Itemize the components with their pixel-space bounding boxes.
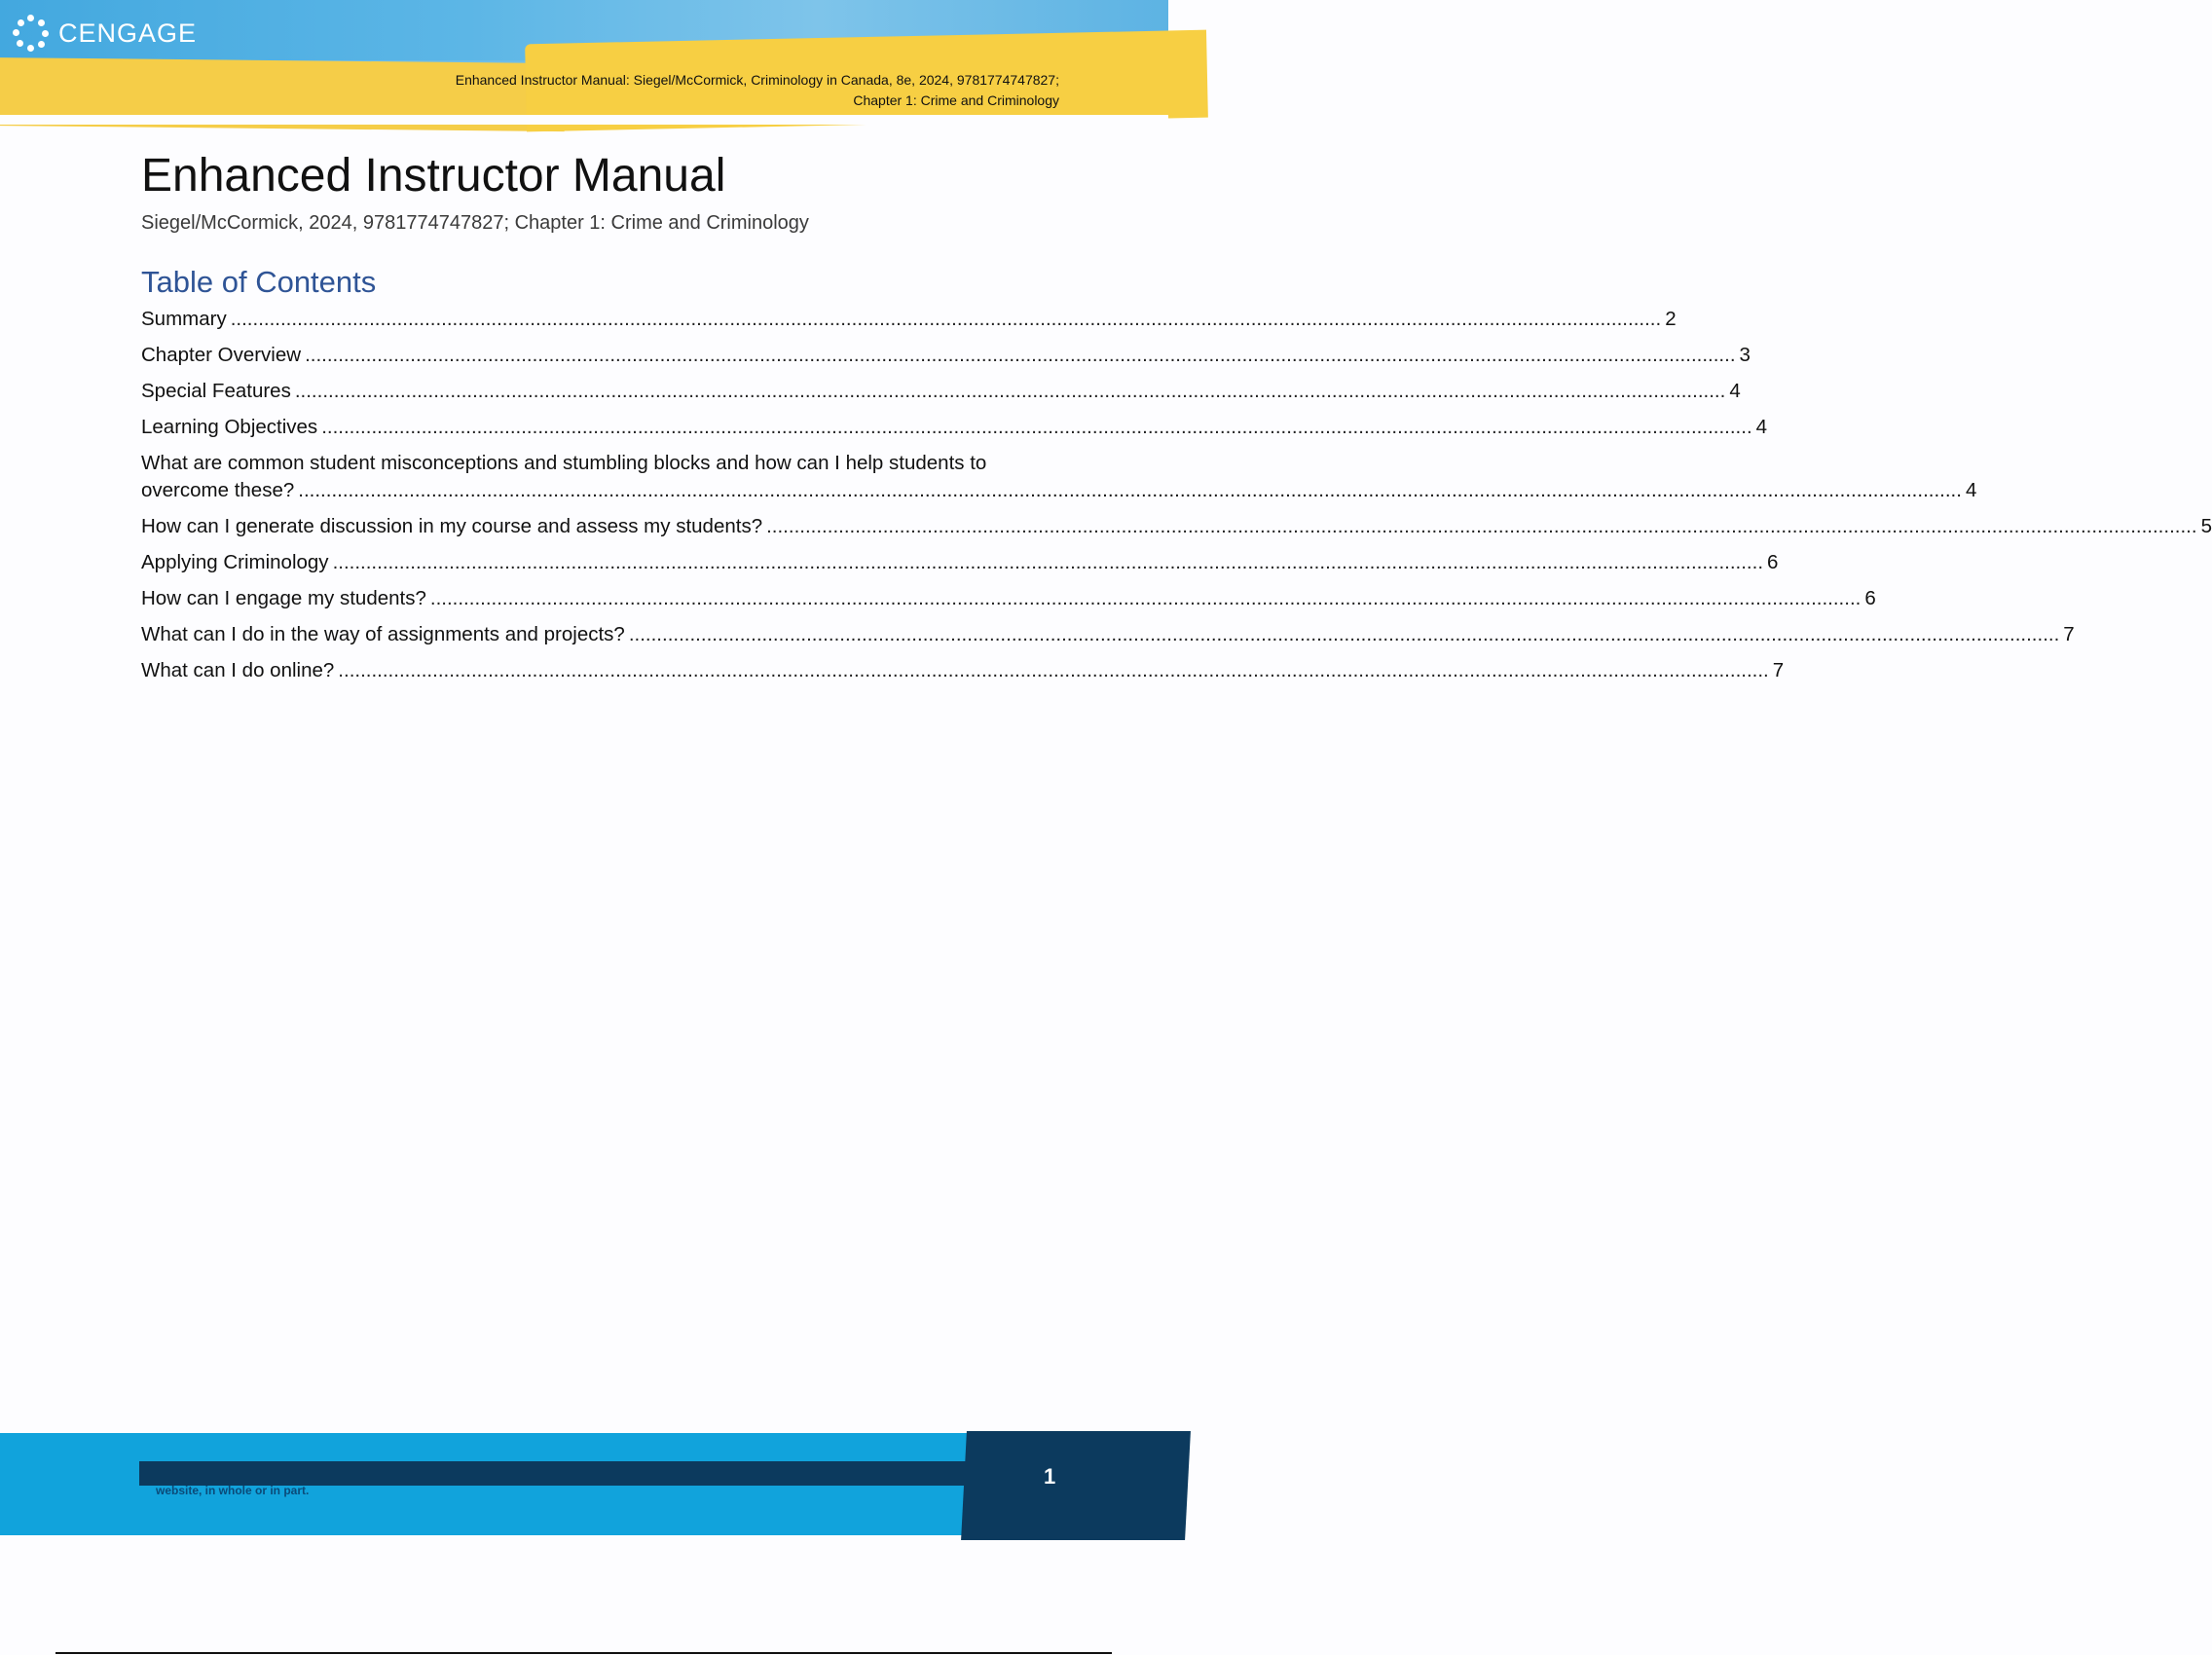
toc-entry-page: 5 xyxy=(2200,515,2212,537)
running-head xyxy=(456,70,1059,111)
running-head-line1: Enhanced Instructor Manual: Siegel/McCormick, Criminology in Canada, 8e, 2024, 9781774747827; xyxy=(455,72,1059,88)
toc-entry-online[interactable] xyxy=(141,657,1785,684)
toc-entry-page: 4 xyxy=(1965,479,1977,501)
cengage-logo xyxy=(12,14,197,53)
toc-entry-chapter-overview[interactable] xyxy=(141,342,1751,369)
toc-leader xyxy=(629,621,2059,648)
document-body xyxy=(141,146,2212,693)
toc-leader xyxy=(338,657,1768,684)
table-of-contents xyxy=(141,306,2212,684)
bottom-rule xyxy=(55,1652,1112,1654)
toc-entry-label: How can I generate discussion in my course and assess my students? xyxy=(141,515,763,537)
page-number: 1 xyxy=(1044,1464,1056,1489)
toc-entry-page: 7 xyxy=(1772,659,1785,681)
toc-entry-applying-criminology[interactable] xyxy=(141,549,1779,576)
footer-banner xyxy=(0,1433,1168,1535)
toc-entry-misconceptions[interactable] xyxy=(141,450,1977,504)
toc-leader xyxy=(766,513,2196,540)
toc-heading: Table of Contents xyxy=(141,265,377,299)
toc-entry-label: Summary xyxy=(141,308,227,330)
header-edge xyxy=(0,115,1168,125)
toc-leader xyxy=(333,549,1763,576)
toc-leader xyxy=(295,378,1725,405)
toc-entry-assignments[interactable] xyxy=(141,621,2075,648)
toc-entry-page: 2 xyxy=(1665,308,1677,330)
toc-entry-summary[interactable] xyxy=(141,306,1677,333)
toc-entry-label: Special Features xyxy=(141,380,291,402)
toc-entry-label: Learning Objectives xyxy=(141,416,318,438)
toc-entry-page: 6 xyxy=(1767,551,1779,573)
toc-leader: ............................................................................................................................................................................................................................................................................................................ xyxy=(298,479,1962,501)
toc-entry-special-features[interactable] xyxy=(141,378,1741,405)
toc-entry-page: 4 xyxy=(1729,380,1741,402)
footer-dark-bar xyxy=(139,1461,996,1486)
toc-entry-page: 7 xyxy=(2063,623,2075,645)
brand-name: CENGAGE xyxy=(58,18,198,48)
toc-leader xyxy=(430,585,1861,612)
toc-entry-label-line1: What are common student misconceptions and stumbling blocks and how can I help students to xyxy=(141,452,987,474)
header-banner xyxy=(0,0,1168,119)
toc-leader xyxy=(231,306,1661,333)
toc-entry-label: What can I do online? xyxy=(141,659,335,681)
toc-leader xyxy=(321,414,1751,441)
document-subtitle: Siegel/McCormick, 2024, 9781774747827; Chapter 1: Crime and Criminology xyxy=(141,212,809,234)
copyright-notice: website, in whole or in part. xyxy=(156,1484,310,1497)
footer-dark-block xyxy=(961,1431,1191,1540)
toc-entry-page: 6 xyxy=(1864,587,1876,609)
toc-entry-label: Applying Criminology xyxy=(141,551,329,573)
running-head-line2: Chapter 1: Crime and Criminology xyxy=(853,92,1059,108)
toc-leader xyxy=(305,342,1735,369)
toc-entry-discussion[interactable] xyxy=(141,513,2212,540)
toc-entry-page: 3 xyxy=(1739,344,1751,366)
toc-entry-label: What can I do in the way of assignments and projects? xyxy=(141,623,625,645)
toc-entry-label-line2: overcome these? xyxy=(141,479,295,501)
toc-entry-label: How can I engage my students? xyxy=(141,587,426,609)
toc-entry-engage-students[interactable] xyxy=(141,585,1876,612)
toc-entry-label: Chapter Overview xyxy=(141,344,302,366)
document-title: Enhanced Instructor Manual xyxy=(141,150,726,202)
toc-entry-page: 4 xyxy=(1755,416,1768,438)
cengage-logo-icon xyxy=(12,14,51,53)
toc-entry-learning-objectives[interactable] xyxy=(141,414,1768,441)
